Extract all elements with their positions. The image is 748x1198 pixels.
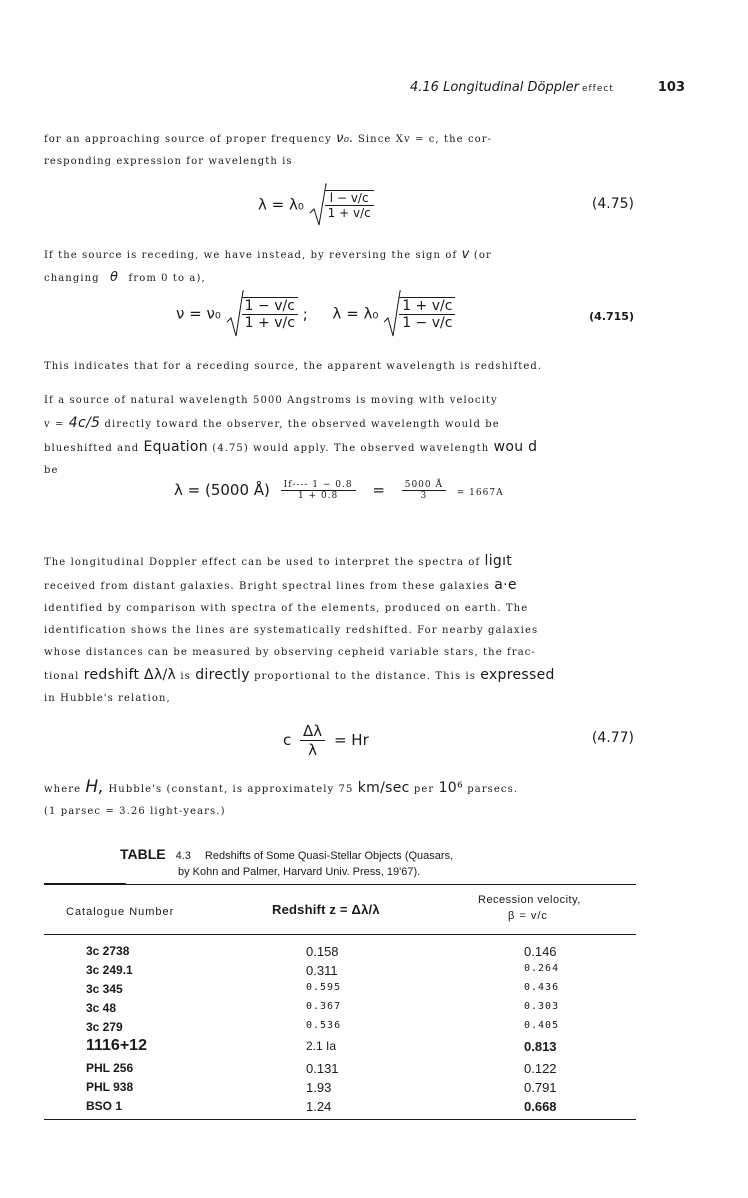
equation-4-715 xyxy=(176,290,455,338)
text-span: Equation xyxy=(143,439,208,455)
table-header-rule xyxy=(44,934,636,935)
equation-lhs-wavelength: λ = λ₀ xyxy=(332,304,379,323)
table-caption xyxy=(120,846,620,880)
symbol-H: H, xyxy=(85,777,105,797)
fraction-numerator: If---- 1 − 0.8 xyxy=(281,480,356,491)
table-row xyxy=(44,1039,636,1061)
fraction xyxy=(300,722,325,759)
symbol-theta: θ xyxy=(109,270,119,285)
text-span: blueshifted and xyxy=(44,443,140,454)
fraction-denominator: 1 + 0.8 xyxy=(297,491,339,501)
text-span: Since Xv = c, the cor- xyxy=(357,134,493,145)
separator: ; xyxy=(302,304,308,323)
symbol-v: v xyxy=(461,247,470,262)
equals-sign: = xyxy=(372,481,385,499)
paragraph-hubble-constant xyxy=(44,776,634,823)
velocity-value: 0.813 xyxy=(524,1039,557,1054)
fraction xyxy=(242,297,298,331)
text-span: redshift Δλ/λ xyxy=(83,667,177,683)
paragraph-approaching-source xyxy=(44,128,634,173)
catalogue-number: 3c 279 xyxy=(86,1020,123,1034)
fraction xyxy=(325,190,374,220)
sqrt-radical xyxy=(309,183,374,227)
table-label: TABLE xyxy=(120,846,166,862)
velocity-expression: 4c/5 xyxy=(68,415,101,431)
text-line: (1 parsec = 3.26 light-years.) xyxy=(44,806,226,817)
text-span: where xyxy=(44,784,82,795)
catalogue-number: 1116+12 xyxy=(86,1037,147,1054)
fraction-denominator: 1 − v/c xyxy=(402,315,453,331)
sqrt-radical xyxy=(383,290,455,338)
section-title-suffix: effect xyxy=(581,84,614,94)
text-span: (4.75) would apply. The observed wavelength xyxy=(212,443,490,454)
fraction-numerator: l − v/c xyxy=(325,191,374,206)
fraction-denominator: 1 + v/c xyxy=(244,315,295,331)
redshift-value: 0.367 xyxy=(306,1001,342,1012)
unit-kmsec: km/sec xyxy=(357,780,410,796)
velocity-value: 0.668 xyxy=(524,1099,557,1114)
equation-number-4-75: (4.75) xyxy=(591,196,634,212)
text-span: The longitudinal Doppler effect can be used to interpret the spectra of xyxy=(44,557,481,568)
text-line: be xyxy=(44,465,59,476)
catalogue-number: PHL 256 xyxy=(86,1061,134,1075)
velocity-value: 0.264 xyxy=(524,963,560,974)
velocity-value: 0.303 xyxy=(524,1001,560,1012)
fraction-numerator: Δλ xyxy=(300,722,325,741)
catalogue-number: BSO 1 xyxy=(86,1099,123,1113)
text-span: v = xyxy=(44,419,65,430)
equation-example xyxy=(174,480,504,501)
table-row xyxy=(44,982,636,1001)
col-header-redshift: Redshift z = Δλ/λ xyxy=(272,902,380,917)
text-line: in Hubble's relation, xyxy=(44,693,171,704)
catalogue-number: PHL 938 xyxy=(86,1080,134,1094)
fraction xyxy=(399,297,455,331)
running-header xyxy=(410,80,685,100)
table-row xyxy=(44,1001,636,1020)
text-span: expressed xyxy=(480,667,555,683)
text-line: responding expression for wavelength is xyxy=(44,156,293,167)
fraction-numerator: 1 − v/c xyxy=(242,298,298,315)
col-header-catalogue: Catalogue Number xyxy=(66,906,175,918)
text-span: tional xyxy=(44,671,80,682)
equation-number-4-77: (4.77) xyxy=(591,730,634,746)
table-row xyxy=(44,1080,636,1099)
equation-lhs-frequency: ν = ν₀ xyxy=(176,304,221,323)
text-span: is xyxy=(180,671,191,682)
caption-text: Redshifts of Some Quasi-Stellar Objects (Quasars, xyxy=(204,850,454,862)
paragraph-receding-source xyxy=(44,244,634,290)
fraction xyxy=(281,480,356,501)
table-row xyxy=(44,944,636,963)
text-span: for an approaching source of proper frequency xyxy=(44,134,332,145)
redshift-value: 0.131 xyxy=(306,1061,339,1076)
paragraph-blueshift-example xyxy=(44,390,634,482)
fraction-denominator: λ xyxy=(308,741,318,759)
table-row xyxy=(44,963,636,982)
catalogue-number: 3c 345 xyxy=(86,982,123,996)
table-bottom-rule xyxy=(44,1119,636,1120)
fraction xyxy=(402,480,446,501)
symbol-nu0: ν₀. xyxy=(336,131,354,146)
col-header-recession-velocity: Recession velocity, xyxy=(478,894,581,906)
text-line: identification shows the lines are systematically redshifted. For nearby galaxies xyxy=(44,625,539,636)
caption-text: by Kohn and Palmer, Harvard Univ. Press, 19'67). xyxy=(178,866,421,878)
table-top-rule xyxy=(44,884,636,885)
equation-lhs: λ = λ₀ xyxy=(258,195,304,214)
catalogue-number: 3c 48 xyxy=(86,1001,117,1015)
catalogue-number: 3c 2738 xyxy=(86,944,130,958)
text-line: identified by comparison with spectra of the elements, produced on earth. The xyxy=(44,603,529,614)
text-span: wou d xyxy=(493,439,538,455)
redshift-value: 2.1 Ia xyxy=(306,1039,337,1053)
text-span: directly toward the observer, the observed wavelength would be xyxy=(104,419,500,430)
velocity-value: 0.146 xyxy=(524,944,557,959)
text-span: Hubble's (constant, is approximately 75 xyxy=(108,784,354,795)
text-line: If a source of natural wavelength 5000 Angstroms is moving with velocity xyxy=(44,395,498,406)
redshift-value: 1.24 xyxy=(306,1099,332,1114)
paragraph-hubble-intro xyxy=(44,550,634,710)
equation-4-75 xyxy=(258,183,374,227)
text-span: per xyxy=(413,784,435,795)
text-span: received from distant galaxies. Bright spectral lines from these galaxies xyxy=(44,581,490,592)
equation-rhs: = 1667A xyxy=(456,488,504,498)
catalogue-number: 3c 249.1 xyxy=(86,963,133,977)
paragraph-redshift-note: This indicates that for a receding source, the apparent wavelength is redshifted. xyxy=(44,361,543,372)
text-span: from 0 to a), xyxy=(128,273,206,284)
text-span: a·e xyxy=(494,577,517,593)
text-span: (or xyxy=(473,250,492,261)
table-number: 4.3 xyxy=(175,850,191,862)
text-span: proportional to the distance. This is xyxy=(254,671,476,682)
velocity-value: 0.791 xyxy=(524,1080,557,1095)
fraction-numerator: 1 + v/c xyxy=(399,298,455,315)
text-span: directly xyxy=(195,667,250,683)
equation-c: c xyxy=(283,731,292,749)
redshift-value: 0.158 xyxy=(306,944,339,959)
text-span: parsecs. xyxy=(467,784,519,795)
section-title: 4.16 Longitudinal Döppler effect xyxy=(410,80,614,95)
table-row xyxy=(44,1061,636,1080)
redshift-value: 1.93 xyxy=(306,1080,332,1095)
page-number: 103 xyxy=(657,80,685,95)
velocity-value: 0.436 xyxy=(524,982,560,993)
redshift-value: 0.595 xyxy=(306,982,342,993)
equation-lhs: λ = (5000 Å) xyxy=(174,481,270,499)
equation-4-77 xyxy=(283,722,369,759)
equation-rhs: = Hr xyxy=(333,731,369,749)
fraction-denominator: 3 xyxy=(420,491,428,501)
text-span: changing xyxy=(44,273,100,284)
equation-number-4-715: (4.715) xyxy=(589,310,634,323)
redshift-value: 0.311 xyxy=(306,963,338,978)
text-span: ligıt xyxy=(484,553,513,569)
fraction-denominator: 1 + v/c xyxy=(327,206,371,220)
text-span: If the source is receding, we have instead, by reversing the sign of xyxy=(44,250,458,261)
col-header-beta: β = v/c xyxy=(508,910,548,922)
sqrt-radical xyxy=(226,290,298,338)
fraction-numerator: 5000 Å xyxy=(402,480,446,491)
velocity-value: 0.122 xyxy=(524,1061,557,1076)
redshift-value: 0.536 xyxy=(306,1020,342,1031)
text-line: whose distances can be measured by observing cepheid variable stars, the frac- xyxy=(44,647,536,658)
table-row xyxy=(44,1099,636,1118)
power-of-ten: 10⁶ xyxy=(438,780,463,796)
velocity-value: 0.405 xyxy=(524,1020,560,1031)
